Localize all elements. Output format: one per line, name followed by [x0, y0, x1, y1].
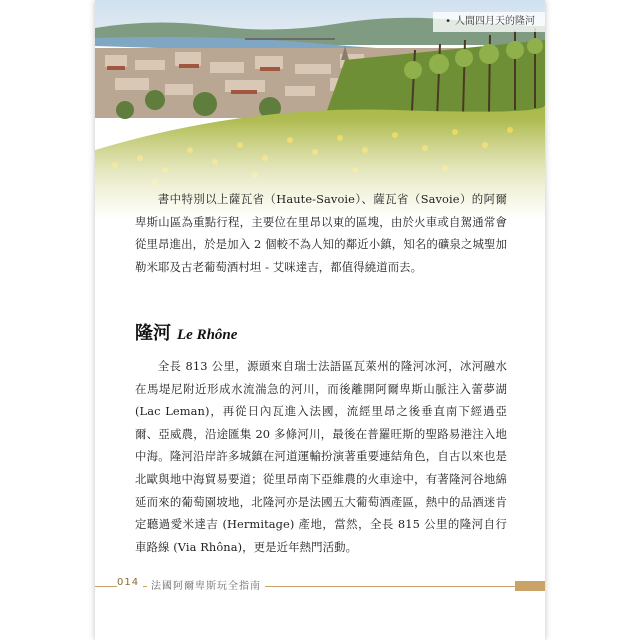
section-heading	[135, 319, 237, 345]
bullet-icon: •	[445, 16, 451, 27]
page-number: 014	[117, 577, 143, 588]
header-photo	[95, 0, 545, 220]
chapter-tag	[433, 12, 545, 32]
river-paragraph: 全長 813 公里，源頭來自瑞士法語區瓦萊州的隆河冰河，冰河融水在馬堤尼附近形成水流湍急的河川，而後離開阿爾卑斯山脈注入蕾夢湖 (Lac Leman)，再從日內瓦進入法國，流經里昂之後垂直南下經過亞爾、亞威農，沿途匯集 20 多條河川，最後在普羅旺斯的聖路易港注入地中海。隆河沿岸許多城鎮在河道運輸扮演著重要連結角色，自古以來也是北歐與地中海貿易要道；從里昂南下亞維農的火車途中，有著隆河谷地綿延而來的葡萄園坡地，北隆河亦是法國五大葡萄酒產區，熱中的品酒迷肯定聽過愛米達吉 (Hermitage) 產地，當然，全長 815 公里的隆河自行車路線 (Via Rhôna)，更是近年熱門活動。	[135, 359, 507, 554]
intro-paragraph: 書中特別以上薩瓦省（Haute-Savoie）、薩瓦省（Savoie）的阿爾卑斯山區為重點行程，主要位在里昂以東的區塊，由於火車或自駕通常會從里昂進出，於是加入 2 個較不為人知的鄰近小鎮，知名的礦泉之城聖加勒米耶及古老葡萄酒村坦 - 艾咪達吉，都值得繞道而去。	[135, 192, 507, 274]
chapter-title: 人間四月天的隆河	[455, 16, 535, 27]
footer-accent-tab	[515, 581, 545, 591]
section-heading-zh: 隆河	[135, 323, 171, 344]
book-page	[95, 0, 545, 640]
book-title: 法國阿爾卑斯玩全指南	[147, 577, 265, 592]
section-heading-latin: Le Rhône	[177, 327, 238, 343]
